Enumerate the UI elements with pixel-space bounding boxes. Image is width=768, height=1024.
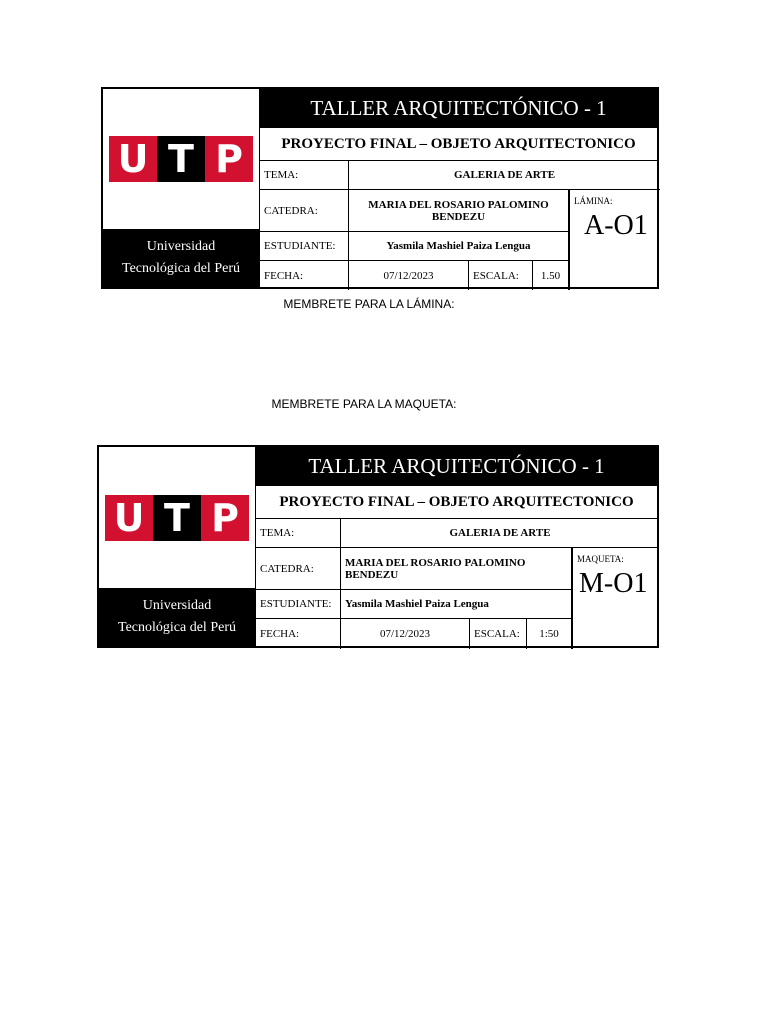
info-column	[260, 89, 657, 287]
course-title: TALLER ARQUITECTÓNICO - 1	[256, 447, 657, 485]
fecha-label: FECHA:	[260, 261, 349, 290]
estudiante-label: ESTUDIANTE:	[256, 590, 341, 619]
catedra-value: MARIA DEL ROSARIO PALOMINO BENDEZU	[341, 548, 572, 590]
fecha-label: FECHA:	[256, 619, 341, 649]
escala-label: ESCALA:	[470, 619, 527, 649]
tema-value: GALERIA DE ARTE	[341, 519, 659, 548]
project-title: PROYECTO FINAL – OBJETO ARQUITECTONICO	[256, 485, 657, 519]
title-block-maqueta	[97, 445, 659, 648]
university-line-1: Universidad	[146, 239, 216, 254]
sheet-code-box	[572, 548, 659, 649]
logo-letter-p: P	[205, 136, 253, 182]
university-line-2: Tecnológica del Perú	[118, 620, 236, 635]
logo-column	[99, 447, 256, 646]
catedra-value: MARIA DEL ROSARIO PALOMINO BENDEZU	[349, 190, 569, 232]
logo-column	[103, 89, 260, 287]
logo-letter-u: U	[105, 495, 153, 541]
catedra-label: CATEDRA:	[256, 548, 341, 590]
info-grid	[260, 161, 657, 287]
tema-label: TEMA:	[260, 161, 349, 190]
sheet-code: A-O1	[584, 210, 648, 241]
university-line-1: Universidad	[142, 598, 212, 613]
catedra-label: CATEDRA:	[260, 190, 349, 232]
utp-logo	[99, 447, 255, 588]
sheet-code-box	[569, 190, 660, 290]
fecha-value: 07/12/2023	[341, 619, 470, 649]
info-grid	[256, 519, 657, 646]
caption-lamina: MEMBRETE PARA LA LÁMINA:	[283, 297, 455, 311]
university-line-2: Tecnológica del Perú	[122, 261, 240, 276]
course-title: TALLER ARQUITECTÓNICO - 1	[260, 89, 657, 127]
logo-letter-u: U	[109, 136, 157, 182]
tema-label: TEMA:	[256, 519, 341, 548]
fecha-value: 07/12/2023	[349, 261, 469, 290]
logo-letter-t: T	[157, 136, 205, 182]
title-block-lamina	[101, 87, 659, 289]
escala-label: ESCALA:	[469, 261, 533, 290]
escala-value: 1.50	[533, 261, 569, 290]
logo-letter-p: P	[201, 495, 249, 541]
sheet-code: M-O1	[579, 568, 648, 599]
escala-value: 1:50	[527, 619, 572, 649]
estudiante-value: Yasmila Mashiel Paiza Lengua	[341, 590, 572, 619]
sheet-label: MAQUETA:	[577, 554, 624, 564]
tema-value: GALERIA DE ARTE	[349, 161, 660, 190]
caption-maqueta: MEMBRETE PARA LA MAQUETA:	[271, 397, 457, 411]
university-name	[99, 588, 255, 646]
logo-letter-t: T	[153, 495, 201, 541]
info-column	[256, 447, 657, 646]
estudiante-label: ESTUDIANTE:	[260, 232, 349, 261]
estudiante-value: Yasmila Mashiel Paiza Lengua	[349, 232, 569, 261]
utp-logo	[103, 89, 259, 229]
project-title: PROYECTO FINAL – OBJETO ARQUITECTONICO	[260, 127, 657, 161]
university-name	[103, 229, 259, 287]
sheet-label: LÁMINA:	[574, 196, 613, 206]
